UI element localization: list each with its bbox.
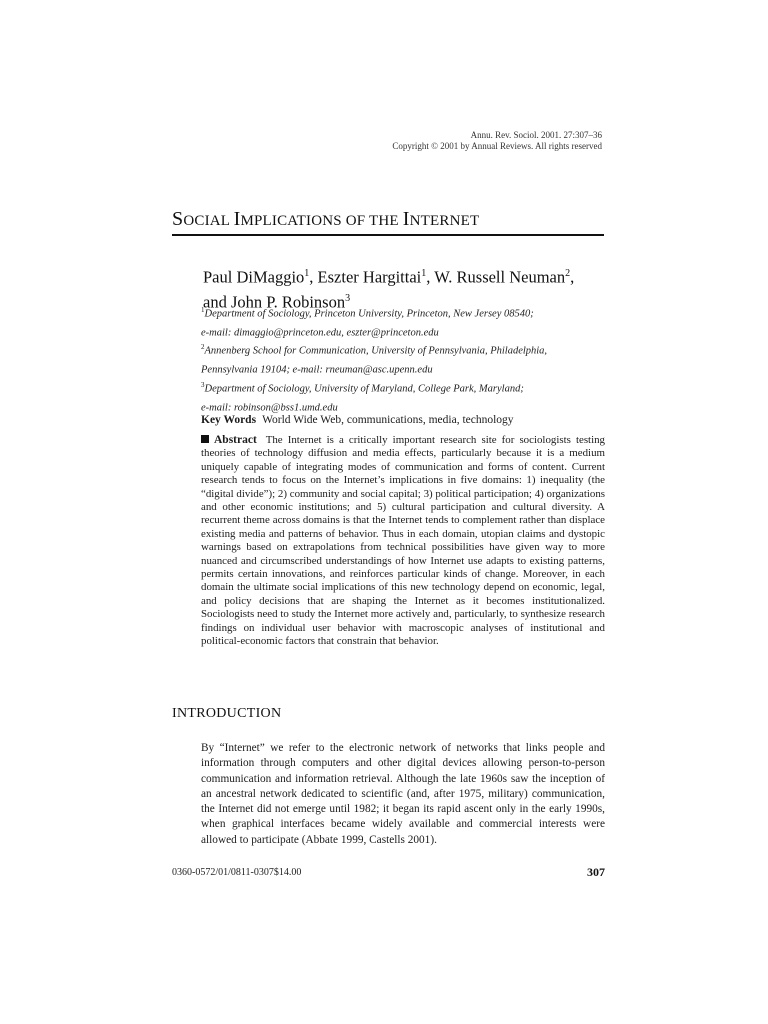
article-title: [172, 208, 604, 231]
author-list: Paul DiMaggio$^1$, Eszter Hargittai$^1$, W. Russell Neuman$^2$, and John P. Robinson$^3$: [203, 267, 575, 311]
article-code: 0360-0572/01/0811-0307$14.00: [172, 867, 302, 878]
affiliations: [201, 303, 606, 415]
copyright-notice: Copyright © 2001 by Annual Reviews. All rights reserved: [392, 141, 602, 151]
affiliation-line: $^1$Department of Sociology, Princeton University, Princeton, New Jersey 08540;: [201, 306, 534, 320]
author-name: John P. Robinson: [230, 292, 346, 311]
title-rule: [172, 234, 604, 236]
abstract-text: The Internet is a critically important research site for sociologists testing theories of technology diffusion and media effects, particularly because it is a medium uniquely capable of integrating modes of communication and forms of content. Current research tends to focus on the Internet’s implications in five domains: 1) inequality (the “digital divide”); 2) community and social capital; 3) political participation; 4) organizations and other economic institutions; and 5) cultural participation and cultural diversity. A recurrent theme across domains is that the Internet tends to complement rather than displace existing media and patterns of behavior. Thus in each domain, utopian claims and dystopic warnings based on extrapolations from technical possibilities have given way to more nuanced and circumscribed understandings of how Internet use adapts to existing patterns, permits certain innovations, and reinforces particular kinds of change. Moreover, in each domain the ultimate social implications of this new technology depend on economic, legal, and policy decisions that are shaping the Internet as it becomes institutionalized. Sociologists need to study the Internet more actively and, particularly, to synthesize research findings on individual user behavior with macroscopic analyses of institutional and political-economic factors that constrain that behavior.: [201, 434, 605, 648]
page-number: 307: [587, 865, 605, 879]
section-heading: INTRODUCTION: [172, 706, 282, 721]
keywords: [201, 413, 605, 427]
keywords-label: Key Words: [201, 414, 257, 426]
author-affil-marker: 1: [304, 268, 310, 279]
title-cap-i-2: I: [402, 208, 410, 230]
title-cap-s: S: [172, 208, 184, 230]
title-part-2: MPLICATIONS OF THE: [240, 213, 403, 229]
title-part-3: NTERNET: [409, 213, 480, 229]
affiliation-line: Pennsylvania 19104; e-mail: rneuman@asc.upenn.edu: [201, 364, 433, 376]
keywords-text: World Wide Web, communications, media, technology: [262, 414, 514, 426]
author-affil-marker: 1: [421, 268, 427, 279]
intro-paragraph: By “Internet” we refer to the electronic network of networks that links people and information through computers and other digital devices allowing person-to-person communication and information retrieval. Although the late 1960s saw the inception of an ancestral network dedicated to scientific (and, after 1975, military) communication, the Internet did not emerge until 1982; it began its rapid ascent only in the early 1990s, when graphical interfaces became widely available and commercial interests were allowed to participate (Abbate 1999, Castells 2001).: [201, 742, 605, 846]
title-part-1: OCIAL: [183, 213, 234, 229]
author-affil-marker: 2: [565, 268, 571, 279]
author-affil-marker: 3: [345, 292, 351, 304]
title-cap-i: I: [233, 208, 241, 230]
affiliation-line: $^2$Annenberg School for Communication, University of Pennsylvania, Philadelphia,: [201, 343, 548, 357]
journal-citation: Annu. Rev. Sociol. 2001. 27:307–36: [470, 130, 602, 140]
author-name: W. Russell Neuman: [434, 267, 566, 287]
abstract-label: Abstract: [214, 434, 257, 446]
journal-header: [392, 130, 602, 152]
author-name: Paul DiMaggio: [203, 267, 305, 287]
affiliation-line: $^3$Department of Sociology, University of Maryland, College Park, Maryland;: [201, 380, 524, 395]
affiliation-line: e-mail: robinson@bss1.umd.edu: [201, 402, 338, 414]
square-bullet-icon: [201, 435, 209, 443]
author-conjunction: and: [203, 292, 227, 311]
affiliation-line: e-mail: dimaggio@princeton.edu, eszter@princeton.edu: [201, 327, 439, 339]
abstract: [201, 434, 605, 649]
author-name: Eszter Hargittai: [317, 267, 422, 287]
